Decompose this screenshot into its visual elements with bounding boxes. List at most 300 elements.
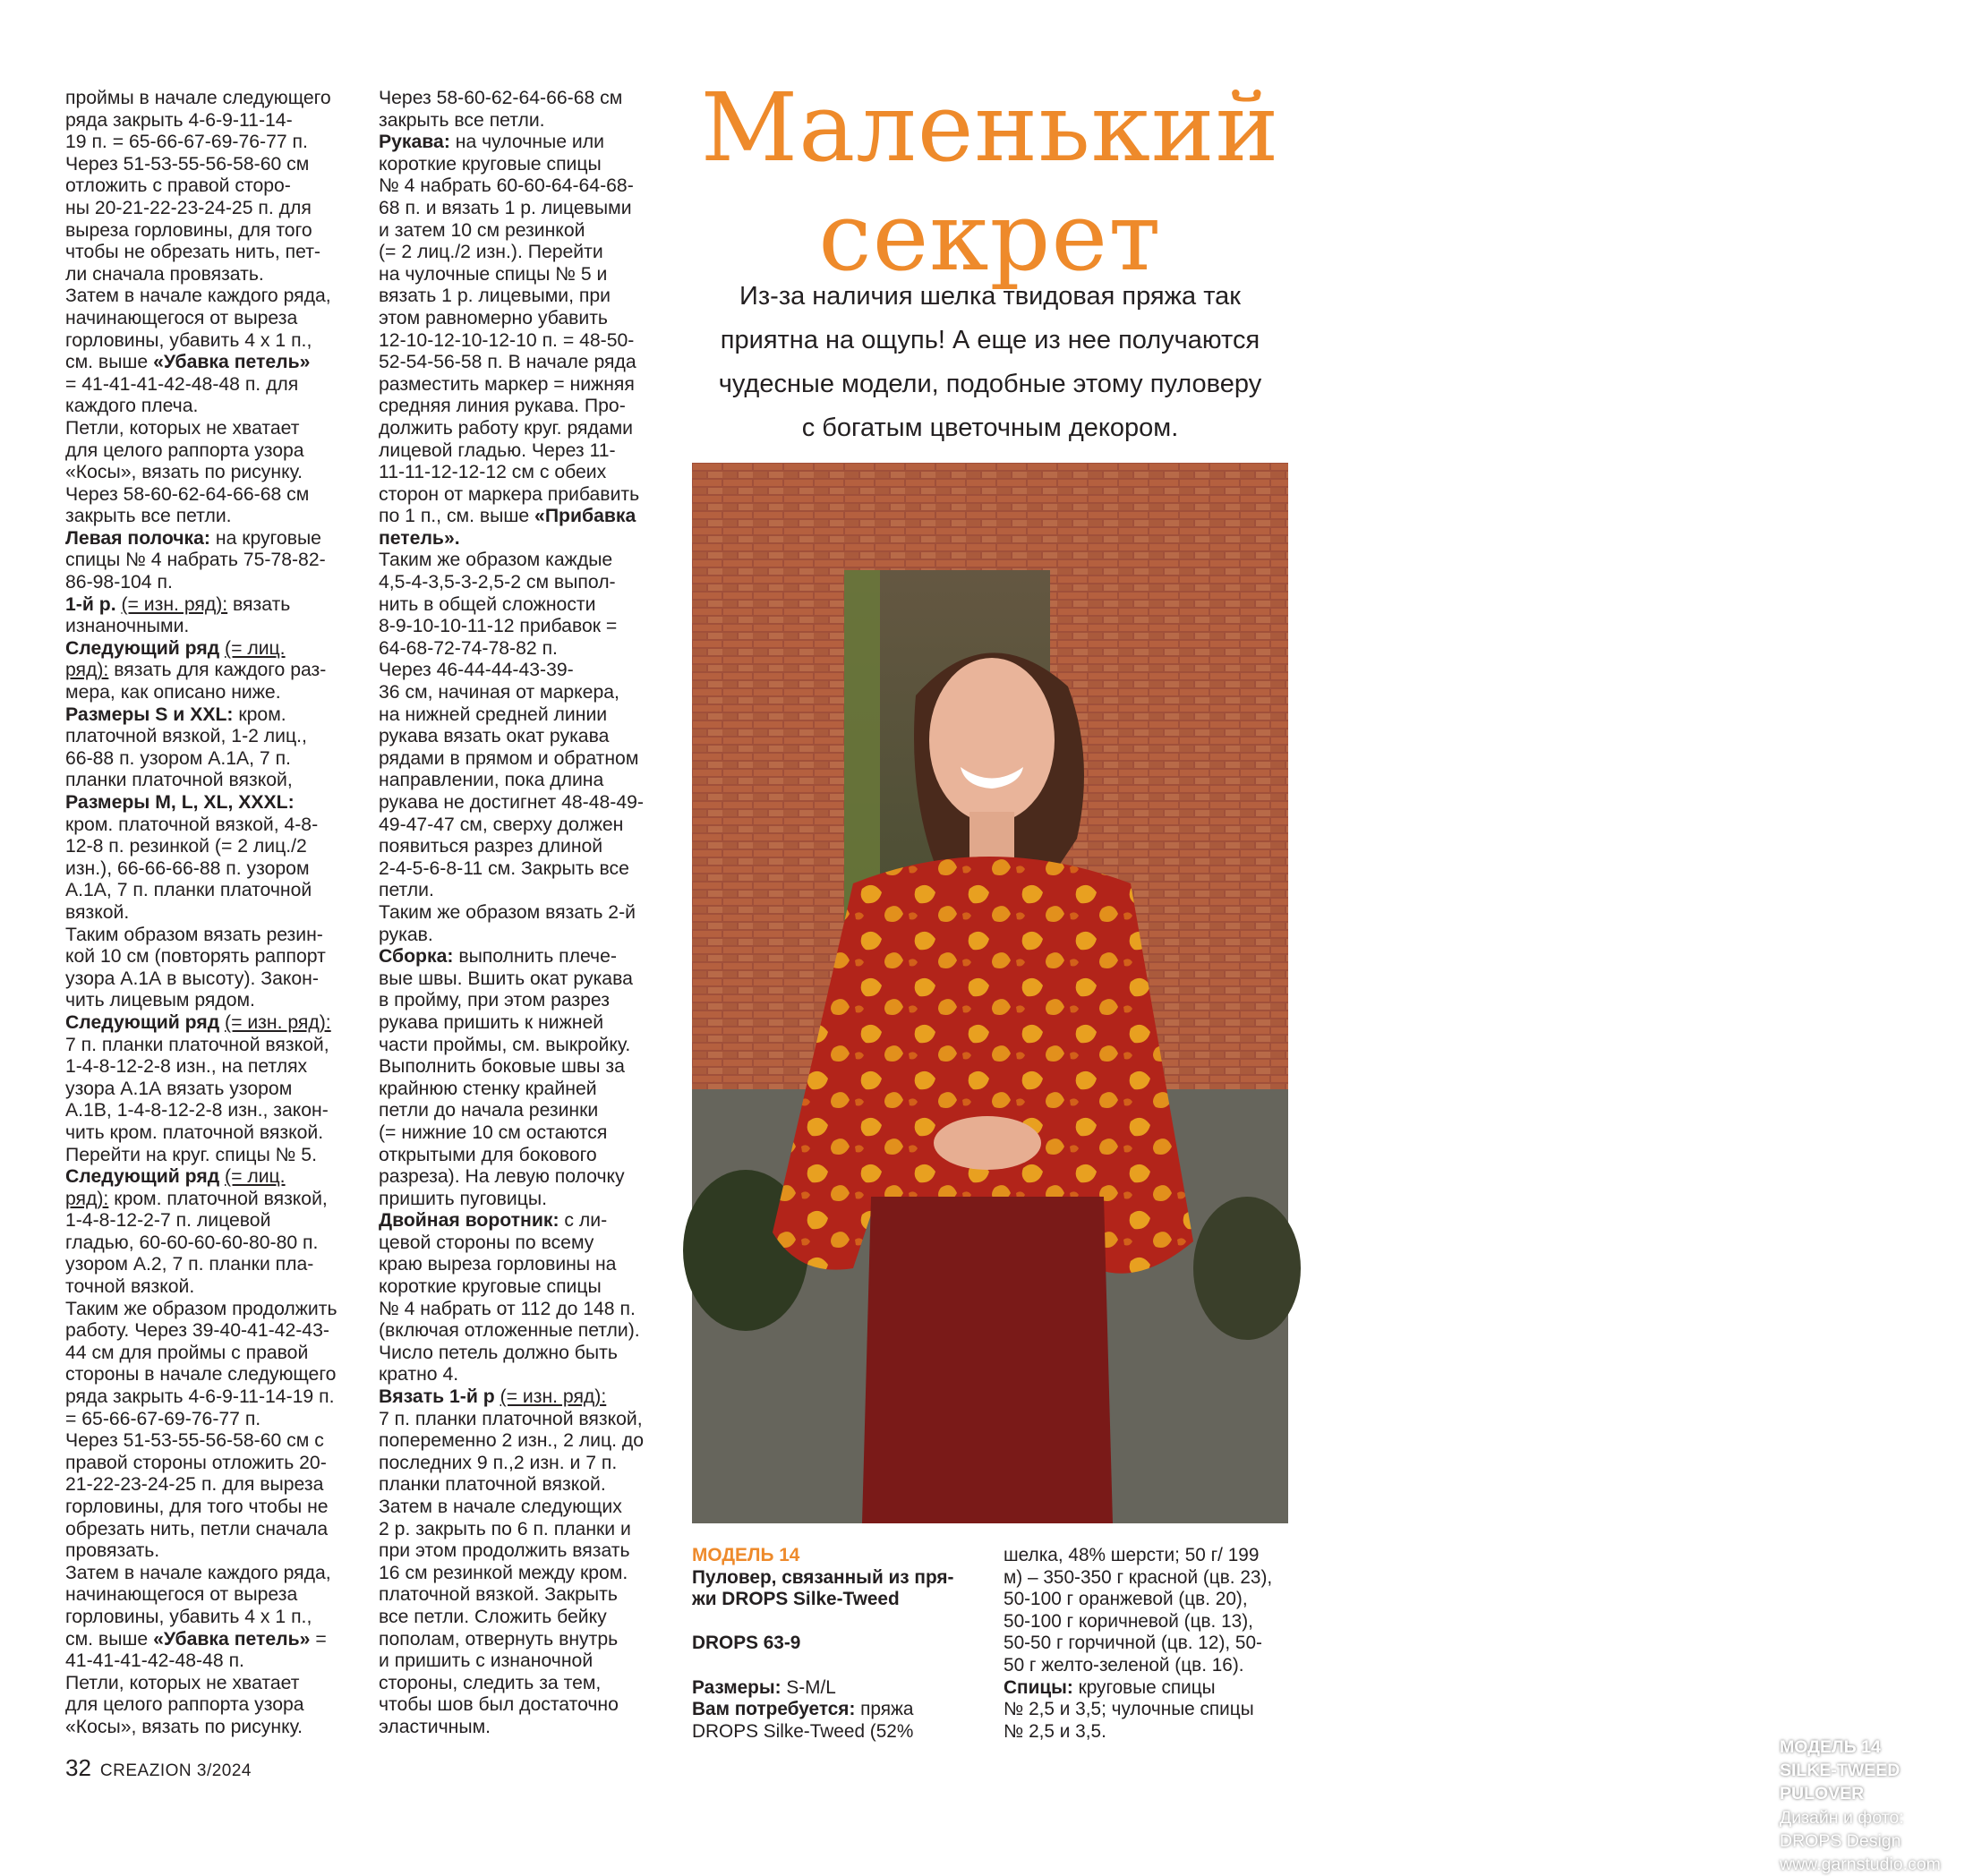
lead-line: приятна на ощупь! А еще из нее получаются <box>720 326 1260 354</box>
text-line <box>379 220 665 243</box>
caption-designer: DROPS Design <box>1780 1830 1901 1851</box>
text-line <box>65 352 354 374</box>
caption-type: PULOVER <box>1780 1784 1865 1804</box>
text-run: короткие круговые спицы <box>379 1276 602 1298</box>
text-line <box>65 925 354 947</box>
text-line <box>379 1299 665 1321</box>
text-run: работу. Через 39-40-41-42-43- <box>65 1320 329 1342</box>
model-code: DROPS 63-9 <box>692 1633 801 1654</box>
lead-line: с богатым цветочным декором. <box>801 414 1179 442</box>
text-line <box>65 1145 354 1167</box>
text-line <box>379 198 665 220</box>
lead-paragraph <box>685 275 1295 450</box>
text-line <box>379 330 665 353</box>
text-run: узора А.1А в высоту). Закон- <box>65 968 319 989</box>
text-run: выреза горловины, для того <box>65 219 312 241</box>
text-line <box>379 858 665 881</box>
text-line <box>379 1012 665 1035</box>
text-line <box>65 1232 354 1255</box>
text-run: начинающегося от выреза <box>65 1584 298 1606</box>
text-run: № 4 набрать от 112 до 148 п. <box>379 1298 636 1319</box>
text-line <box>379 1563 665 1585</box>
text-run: пришить пуговицы. <box>379 1188 548 1209</box>
text-line <box>379 308 665 330</box>
text-line <box>379 1519 665 1541</box>
text-run: направлении, пока длина <box>379 770 604 791</box>
text-run: № 4 набрать 60-60-64-64-68- <box>379 175 634 197</box>
text-line <box>65 1299 354 1321</box>
text-run: 2-4-5-6-8-11 см. Закрыть все <box>379 857 629 879</box>
text-line <box>379 1254 665 1276</box>
text-line <box>65 1122 354 1145</box>
text-run: ны 20-21-22-23-24-25 п. для <box>65 197 312 218</box>
article-column-1 <box>65 88 354 1739</box>
underlined-run: (= изн. ряд): <box>225 1011 331 1033</box>
text-run: 11-11-12-12-12 см с обеих <box>379 462 607 483</box>
text-line <box>65 1474 354 1497</box>
sizes-value: S-M/L <box>781 1676 836 1698</box>
text-run: 21-22-23-24-25 п. для выреза <box>65 1474 324 1496</box>
text-run: ряда закрыть 4-6-9-11-14-19 п. <box>65 1386 335 1408</box>
text-line <box>379 1343 665 1365</box>
text-line <box>65 1343 354 1365</box>
bold-run: петель». <box>379 527 460 549</box>
bold-run: «Убавка петель» <box>153 352 311 373</box>
text-line <box>379 925 665 947</box>
model-info-continued <box>1004 1545 1290 1743</box>
text-run: кром. платочной вязкой, <box>108 1188 328 1209</box>
text-line <box>379 286 665 308</box>
text-run: 16 см резинкой между кром. <box>379 1562 628 1583</box>
text-run: вязать для каждого раз- <box>108 660 327 681</box>
text-run: открытыми для бокового <box>379 1144 597 1165</box>
text-line <box>379 946 665 968</box>
text-line <box>379 836 665 858</box>
caption-yarn: SILKE-TWEED <box>1780 1761 1900 1781</box>
title-line-2: секрет <box>818 182 1162 292</box>
text-line <box>65 1409 354 1431</box>
text-run: чтобы шов был достаточно <box>379 1694 619 1716</box>
underlined-run: ряд): <box>65 1188 109 1209</box>
text-line <box>379 352 665 374</box>
text-run: сторон от маркера прибавить <box>379 483 640 505</box>
text-line <box>379 660 665 682</box>
text-line <box>65 902 354 925</box>
text-run: Через 46-44-44-43-39- <box>379 660 574 681</box>
text-line <box>379 132 665 154</box>
text-run: планки платочной вязкой. <box>379 1474 606 1496</box>
text-run: на круговые <box>209 527 321 549</box>
text-line <box>379 748 665 771</box>
text-run: 1-4-8-12-2-7 п. лицевой <box>65 1210 271 1232</box>
text-line <box>65 220 354 243</box>
text-line <box>379 528 665 550</box>
text-line <box>379 682 665 704</box>
bold-run: «Убавка петель» <box>153 1628 311 1650</box>
text-run: Перейти на круг. спицы № 5. <box>65 1144 317 1165</box>
text-run: А.1В, 1-4-8-12-2-8 изн., закон- <box>65 1100 329 1121</box>
text-run: крайнюю стенку крайней <box>379 1078 597 1099</box>
text-run: 49-47-47 см, сверху должен <box>379 814 624 835</box>
text-line <box>379 418 665 440</box>
text-line <box>65 440 354 463</box>
needles-line-2: № 2,5 и 3,5; чулочные спицы <box>1004 1699 1254 1720</box>
text-line <box>65 770 354 792</box>
text-line <box>65 1453 354 1475</box>
underlined-run: (= изн. ряд): <box>500 1386 607 1408</box>
underlined-run: ряд): <box>65 660 109 681</box>
text-line <box>379 770 665 792</box>
bold-run: 1-й р. <box>65 593 116 615</box>
text-line <box>65 880 354 902</box>
materials-value: пряжа <box>855 1699 914 1720</box>
text-line <box>65 242 354 264</box>
text-line <box>379 1100 665 1122</box>
text-run: «Косы», вязать по рисунку. <box>65 1716 303 1737</box>
text-run: Затем в начале каждого ряда, <box>65 1562 331 1583</box>
text-line <box>65 1497 354 1519</box>
text-line <box>379 1430 665 1453</box>
text-run: вязать <box>227 593 291 615</box>
text-line <box>65 1563 354 1585</box>
text-run: короткие круговые спицы <box>379 153 602 175</box>
article-column-2 <box>379 88 665 1739</box>
text-run: см. выше <box>65 352 154 373</box>
article-title <box>689 73 1291 292</box>
materials-line-2: DROPS Silke-Tweed (52% <box>692 1720 914 1742</box>
underlined-run: (= лиц. <box>225 637 286 659</box>
text-line <box>65 968 354 991</box>
text-run: пополам, отвернуть внутрь <box>379 1628 619 1650</box>
text-line <box>379 1035 665 1057</box>
model-description: Пуловер, связанный из пря- <box>692 1566 954 1588</box>
text-line <box>379 242 665 264</box>
caption-credit: Дизайн и фото: <box>1780 1807 1904 1828</box>
text-line <box>65 175 354 198</box>
text-line <box>65 792 354 814</box>
text-run: 7 п. планки платочной вязкой, <box>65 1034 329 1055</box>
text-run: и затем 10 см резинкой <box>379 219 585 241</box>
text-run: 12-8 п. резинкой (= 2 лиц./2 <box>65 836 307 857</box>
text-line <box>65 1276 354 1299</box>
text-line <box>379 1189 665 1211</box>
text-run: 66-88 п. узором А.1А, 7 п. <box>65 747 291 769</box>
text-line <box>379 462 665 484</box>
text-run: Через 51-53-55-56-58-60 см <box>65 153 310 175</box>
caption-website: www.garnstudio.com <box>1780 1855 1941 1875</box>
text-run: части проймы, см. выкройку. <box>379 1034 631 1055</box>
text-line <box>379 1474 665 1497</box>
text-line <box>379 1497 665 1519</box>
text-line <box>379 175 665 198</box>
text-line <box>379 396 665 418</box>
text-line <box>65 572 354 594</box>
text-run: платочной вязкой. Закрыть <box>379 1584 618 1606</box>
underlined-run: (= лиц. <box>225 1166 286 1188</box>
text-line <box>65 88 354 110</box>
text-run: (= 2 лиц./2 изн.). Перейти <box>379 242 603 263</box>
text-run: узора А.1А вязать узором <box>65 1078 293 1099</box>
text-run: закрыть все петли. <box>65 506 232 527</box>
text-line <box>65 1607 354 1629</box>
photo-caption <box>1780 1735 1973 1876</box>
text-run: с ли- <box>559 1210 608 1232</box>
text-line <box>65 132 354 154</box>
text-run: узором А.2, 7 п. планки пла- <box>65 1254 314 1275</box>
text-line <box>65 704 354 727</box>
text-run: Таким же образом вязать 2-й <box>379 901 636 923</box>
text-run: рукава пришить к нижней <box>379 1011 604 1033</box>
text-run: горловины, убавить 4 х 1 п., <box>65 1606 312 1627</box>
text-line <box>65 946 354 968</box>
text-run: все петли. Сложить бейку <box>379 1606 607 1627</box>
magazine-issue: CREAZION 3/2024 <box>99 1761 252 1780</box>
text-line <box>379 990 665 1012</box>
sizes-line <box>692 1677 996 1700</box>
text-run: Через 51-53-55-56-58-60 см с <box>65 1430 324 1452</box>
text-run: Затем в начале каждого ряда, <box>65 286 331 307</box>
text-run: кром. платочной вязкой, 4-8- <box>65 814 319 835</box>
text-line <box>65 1650 354 1673</box>
text-run: кой 10 см (повторять раппорт <box>65 946 326 968</box>
text-line <box>379 814 665 837</box>
text-run: обрезать нить, петли сначала <box>65 1518 329 1539</box>
text-run: на чулочные спицы № 5 и <box>379 263 608 285</box>
sizes-label: Размеры: <box>692 1676 782 1698</box>
text-line <box>65 1430 354 1453</box>
text-line <box>379 1453 665 1475</box>
page-number: 32 <box>65 1754 91 1781</box>
underlined-run: (= изн. ряд): <box>121 593 228 615</box>
text-run: в пройму, при этом разрез <box>379 990 610 1011</box>
text-run: петли до начала резинки <box>379 1100 599 1121</box>
photo-illustration <box>692 463 1288 1523</box>
model-info <box>692 1545 996 1743</box>
needles-line <box>1004 1677 1290 1700</box>
text-run: 41-41-41-42-48-48 п. <box>65 1650 244 1672</box>
text-run: ли сначала провязать. <box>65 263 264 285</box>
text-line <box>379 880 665 902</box>
text-run: чить кром. платочной вязкой. <box>65 1121 324 1143</box>
text-line <box>379 264 665 286</box>
text-run: чить лицевым рядом. <box>65 990 255 1011</box>
text-run: Петли, которых не хватает <box>65 417 300 439</box>
text-line <box>65 1519 354 1541</box>
bold-run: Вязать 1-й р <box>379 1386 495 1408</box>
text-run: попеременно 2 изн., 2 лиц. до <box>379 1430 645 1452</box>
page-footer <box>65 1756 252 1783</box>
text-run: изнаночными. <box>65 616 190 637</box>
yarn-line: м) – 350-350 г красной (цв. 23), <box>1004 1566 1273 1588</box>
text-run: для целого раппорта узора <box>65 439 304 461</box>
text-line <box>65 154 354 176</box>
text-line <box>65 1629 354 1651</box>
text-run: (= нижние 10 см остаются <box>379 1121 608 1143</box>
text-run: = 41-41-41-42-48-48 п. для <box>65 373 299 395</box>
text-run: рукава не достигнет 48-48-49- <box>379 792 644 813</box>
text-line <box>379 484 665 507</box>
text-run: средняя линия рукава. Про- <box>379 396 626 417</box>
text-line <box>379 616 665 638</box>
text-line <box>379 1629 665 1651</box>
text-run: 64-68-72-74-78-82 п. <box>379 637 558 659</box>
bold-run: «Прибавка <box>534 506 636 527</box>
bold-run: Следующий ряд <box>65 1166 220 1188</box>
text-run: 36 см, начиная от маркера, <box>379 682 619 704</box>
text-run: см. выше <box>65 1628 154 1650</box>
text-line <box>379 1079 665 1101</box>
text-line <box>65 1673 354 1695</box>
text-line <box>379 1364 665 1386</box>
text-run: последних 9 п.,2 изн. и 7 п. <box>379 1452 618 1473</box>
text-line <box>65 1100 354 1122</box>
text-line <box>65 594 354 617</box>
title-line-1: Маленький <box>700 72 1280 183</box>
text-line <box>65 1717 354 1739</box>
text-line <box>65 1386 354 1409</box>
text-run: горловины, для того чтобы не <box>65 1497 329 1517</box>
text-line <box>65 1166 354 1189</box>
text-line <box>379 1717 665 1739</box>
text-run: стороны, следить за тем, <box>379 1672 602 1693</box>
caption-model: МОДЕЛЬ 14 <box>1780 1737 1881 1757</box>
bold-run: Размеры S и XXL: <box>65 704 234 725</box>
text-line <box>379 88 665 110</box>
text-line <box>65 1079 354 1101</box>
text-run: и пришить с изнаночной <box>379 1650 594 1672</box>
text-line <box>379 704 665 727</box>
text-run: = 65-66-67-69-76-77 п. <box>65 1408 261 1429</box>
text-line <box>379 110 665 132</box>
lead-line: чудесные модели, подобные этому пуловеру <box>718 370 1262 398</box>
text-run: спицы № 4 набрать 75-78-82- <box>65 550 326 571</box>
text-line <box>65 726 354 748</box>
text-line <box>379 1673 665 1695</box>
text-run: 12-10-12-10-12-10 п. = 48-50- <box>379 329 635 351</box>
text-line <box>379 1056 665 1079</box>
model-description: жи DROPS Silke-Tweed <box>692 1589 900 1610</box>
text-line <box>65 1364 354 1386</box>
yarn-line: 50-100 г оранжевой (цв. 20), <box>1004 1589 1248 1610</box>
text-run: проймы в начале следующего <box>65 88 331 108</box>
text-line <box>379 1232 665 1255</box>
text-run: правой стороны отложить 20- <box>65 1452 327 1473</box>
text-run: появиться разрез длиной <box>379 836 603 857</box>
text-line <box>65 1012 354 1035</box>
text-run: ряда закрыть 4-6-9-11-14- <box>65 109 293 131</box>
text-line <box>65 462 354 484</box>
text-run: эластичным. <box>379 1716 491 1737</box>
text-run: 2 р. закрыть по 6 п. планки и <box>379 1518 631 1539</box>
lead-line: Из-за наличия шелка твидовая пряжа так <box>739 282 1241 311</box>
text-run: каждого плеча. <box>65 396 199 417</box>
text-run: Через 58-60-62-64-66-68 см <box>65 483 310 505</box>
text-run: 68 п. и вязать 1 р. лицевыми <box>379 197 632 218</box>
text-run: Петли, которых не хватает <box>65 1672 300 1693</box>
text-line <box>379 440 665 463</box>
text-line <box>65 1694 354 1717</box>
text-line <box>65 1189 354 1211</box>
text-run: нить в общей сложности <box>379 593 596 615</box>
materials-line <box>692 1699 996 1721</box>
text-line <box>65 1056 354 1079</box>
text-run: краю выреза горловины на <box>379 1254 617 1275</box>
text-run: закрыть все петли. <box>379 109 545 131</box>
text-line <box>65 1320 354 1343</box>
text-run: «Косы», вязать по рисунку. <box>65 462 303 483</box>
text-line <box>65 484 354 507</box>
text-run: рядами в прямом и обратном <box>379 747 639 769</box>
text-run: горловины, убавить 4 х 1 п., <box>65 329 312 351</box>
text-line <box>65 638 354 661</box>
text-line <box>65 198 354 220</box>
text-line <box>379 1386 665 1409</box>
text-line <box>379 1584 665 1607</box>
text-line <box>65 660 354 682</box>
text-line <box>65 1254 354 1276</box>
text-line <box>65 990 354 1012</box>
text-line <box>65 308 354 330</box>
text-run: Затем в начале следующих <box>379 1497 622 1517</box>
text-run: 1-4-8-12-2-8 изн., на петлях <box>65 1056 308 1078</box>
text-line <box>65 836 354 858</box>
needles-label: Спицы: <box>1004 1676 1073 1698</box>
text-run: вые швы. Вшить окат рукава <box>379 968 633 989</box>
text-run: 19 п. = 65-66-67-69-76-77 п. <box>65 132 308 153</box>
text-run: выполнить плече- <box>453 946 617 968</box>
text-run: Через 58-60-62-64-66-68 см <box>379 88 623 108</box>
text-run: вязкой. <box>65 901 130 923</box>
text-line <box>65 330 354 353</box>
text-line <box>65 682 354 704</box>
text-line <box>379 1650 665 1673</box>
text-line <box>65 550 354 572</box>
text-run: при этом продолжить вязать <box>379 1540 630 1562</box>
text-run: для целого раппорта узора <box>65 1694 304 1716</box>
text-run: лицевой гладью. Через 11- <box>379 439 616 461</box>
bold-run: Следующий ряд <box>65 637 220 659</box>
text-line <box>379 1409 665 1431</box>
yarn-line: 50 г желто-зеленой (цв. 16). <box>1004 1654 1244 1676</box>
text-run: рукава вязать окат рукава <box>379 726 610 747</box>
text-run: платочной вязкой, 1-2 лиц., <box>65 726 307 747</box>
text-line <box>65 286 354 308</box>
text-line <box>379 154 665 176</box>
text-run: 44 см для проймы с правой <box>65 1342 309 1363</box>
text-line <box>379 902 665 925</box>
text-run: = <box>310 1628 327 1650</box>
needles-value: круговые спицы <box>1072 1676 1216 1698</box>
text-line <box>65 858 354 881</box>
bold-run: Следующий ряд <box>65 1011 220 1033</box>
text-line <box>379 1607 665 1629</box>
text-run: стороны в начале следующего <box>65 1364 337 1386</box>
text-run: разреза). На левую полочку <box>379 1166 625 1188</box>
text-run: начинающегося от выреза <box>65 307 298 328</box>
text-line <box>379 506 665 528</box>
model-number: МОДЕЛЬ 14 <box>692 1545 800 1565</box>
text-run: 4,5-4-3,5-3-2,5-2 см выпол- <box>379 572 616 593</box>
text-run: разместить маркер = нижняя <box>379 373 635 395</box>
text-run: кром. <box>233 704 286 725</box>
text-run: (включая отложенные петли). <box>379 1320 640 1342</box>
text-run: мера, как описано ниже. <box>65 682 281 704</box>
text-run: чтобы не обрезать нить, пет- <box>65 242 320 263</box>
text-line <box>379 1145 665 1167</box>
text-run: рукав. <box>379 924 433 945</box>
yarn-line: 50-50 г горчичной (цв. 12), 50- <box>1004 1633 1262 1654</box>
text-run: планки платочной вязкой, <box>65 770 293 791</box>
